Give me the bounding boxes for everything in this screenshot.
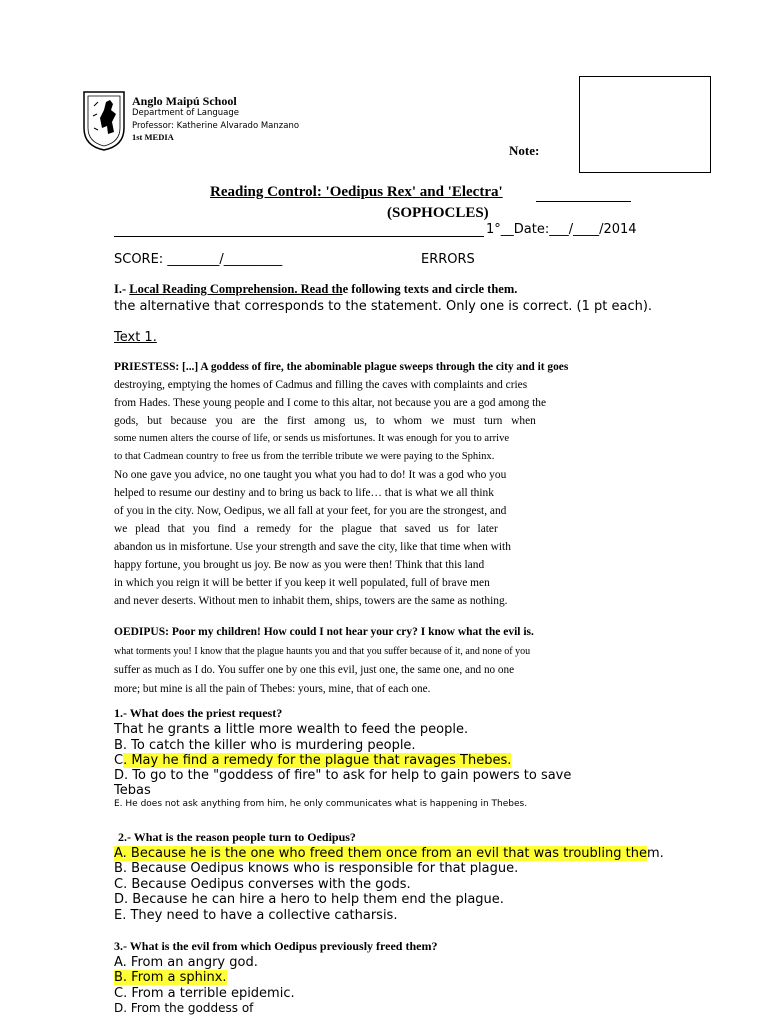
page-title: Reading Control: 'Oedipus Rex' and 'Electra' <box>210 184 503 200</box>
passage-line: happy fortune, you brought us joy. Be now as you were then! Think that this land <box>114 559 485 571</box>
option-1e[interactable]: E. He does not ask anything from him, he only communicates what is happening in Thebes. <box>114 799 528 809</box>
school-crest-icon <box>80 88 128 152</box>
highlighted-answer: A. Because he is the one who freed them once from an evil that was troubling the <box>114 846 647 861</box>
passage-line: we plead that you find a remedy for the plague that saved us for later <box>114 523 498 535</box>
note-box[interactable] <box>579 76 711 173</box>
passage-line: No one gave you advice, no one taught you what you had to do! It was a god who you <box>114 469 507 481</box>
option-1c[interactable] <box>114 753 511 768</box>
passage-line: abandon us in misfortune. Use your strength and save the city, like that time when with <box>114 541 511 553</box>
option-2d[interactable]: D. Because he can hire a hero to help them end the plague. <box>114 892 504 907</box>
instructions-text: the alternative that corresponds to the statement. Only one is correct. (1 pt each). <box>114 299 653 314</box>
instructions-part1: Local Reading Comprehension. Read th <box>129 282 343 296</box>
passage-line: destroying, emptying the homes of Cadmus and filling the caves with complaints and cries <box>114 379 528 391</box>
option-1d[interactable]: D. To go to the "goddess of fire" to ask for help to gain powers to save <box>114 768 572 783</box>
highlighted-answer: . May he find a remedy for the plague that ravages Thebes. <box>123 753 512 768</box>
passage-line: more; but mine is all the pain of Thebes: yours, mine, that of each one. <box>114 683 431 695</box>
option-3c[interactable]: C. From a terrible epidemic. <box>114 986 295 1001</box>
passage-line: to that Cadmean country to free us from the terrible tribute we were paying to the Sphinx. <box>114 451 495 462</box>
passage-line: gods, but because you are the first among us, to whom we must turn when <box>114 415 536 427</box>
grade: 1st MEDIA <box>132 132 174 142</box>
option-2b[interactable]: B. Because Oedipus knows who is responsible for that plague. <box>114 861 519 876</box>
option-1a[interactable]: That he grants a little more wealth to feed the people. <box>114 722 469 737</box>
note-label: Note: <box>509 143 540 158</box>
title-underline <box>536 201 631 202</box>
passage-line: what torments you! I know that the plague haunts you and that you suffer because of it, and none of you <box>114 646 531 657</box>
section-number: I.- <box>114 282 127 296</box>
passage-line: of you in the city. Now, Oedipus, we all fall at your feet, for you are the strongest, and <box>114 505 507 517</box>
passage-line: in which you reign it will be better if you keep it well populated, full of brave men <box>114 577 490 589</box>
option-1b[interactable]: B. To catch the killer who is murdering people. <box>114 738 416 753</box>
option-3d[interactable]: D. From the goddess of <box>114 1001 254 1015</box>
option-3a[interactable]: A. From an angry god. <box>114 955 258 970</box>
passage-line: OEDIPUS: Poor my children! How could I not hear your cry? I know what the evil is. <box>114 626 534 638</box>
priestess-passage <box>114 358 624 610</box>
option-1d-cont: Tebas <box>114 783 151 798</box>
professor: Professor: Katherine Alvarado Manzano <box>132 121 300 131</box>
option-3b[interactable] <box>114 970 227 985</box>
passage-line: helped to resume our destiny and to bring us back to life… that is what we all think <box>114 487 494 499</box>
option-2a[interactable] <box>114 846 664 861</box>
option-2c[interactable]: C. Because Oedipus converses with the gods. <box>114 877 411 892</box>
name-field[interactable] <box>114 236 484 237</box>
instructions-heading <box>114 282 517 297</box>
passage-line: suffer as much as I do. You suffer one by one this evil, just one, the same one, and no one <box>114 664 515 676</box>
instructions-part2: e following texts and circle them. <box>342 282 518 296</box>
score-field[interactable]: SCORE: ________/_________ <box>114 252 283 267</box>
passage-line: from Hades. These young people and I come to this altar, not because you are a god among the <box>114 397 547 409</box>
question-3: 3.- What is the evil from which Oedipus previously freed them? <box>114 939 438 953</box>
school-name: Anglo Maipú School <box>132 94 237 108</box>
passage-line: PRIESTESS: [...] A goddess of fire, the abominable plague sweeps through the city and it goes <box>114 361 569 373</box>
text-label: Text 1. <box>114 330 157 345</box>
passage-line: and never deserts. Without men to inhabit them, ships, towers are the same as nothing. <box>114 595 508 607</box>
page-subtitle: (SOPHOCLES) <box>387 205 489 221</box>
option-letter: C <box>114 753 124 768</box>
option-2e[interactable]: E. They need to have a collective catharsis. <box>114 908 398 923</box>
question-2: 2.- What is the reason people turn to Oedipus? <box>118 830 356 844</box>
question-1: 1.- What does the priest request? <box>114 706 283 720</box>
department: Department of Language <box>132 108 239 118</box>
errors-label: ERRORS <box>421 252 475 267</box>
option-tail: m. <box>646 846 664 861</box>
date-field[interactable]: 1°__Date:___/____/2014 <box>486 222 637 237</box>
passage-line: some numen alters the course of life, or sends us misfortunes. It was enough for you to arrive <box>114 433 510 444</box>
oedipus-passage <box>114 623 624 699</box>
highlighted-answer: B. From a sphinx. <box>114 970 227 985</box>
